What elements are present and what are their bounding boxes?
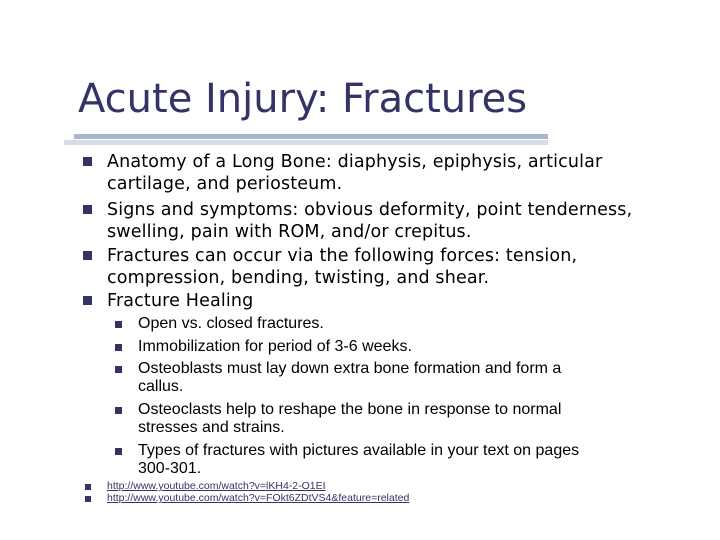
square-bullet-icon	[115, 321, 122, 328]
sub-bullet-text-line: Immobilization for period of 3-6 weeks.	[138, 338, 412, 355]
title-underline-shadow	[64, 140, 548, 145]
bullet-text-line: Signs and symptoms: obvious deformity, point tenderness,	[107, 200, 633, 220]
youtube-link[interactable]: http://www.youtube.com/watch?v=lKH4-2-O1EI	[107, 480, 326, 492]
sub-bullet-text-line: callus.	[138, 378, 184, 395]
bullet-text-line: compression, bending, twisting, and shear.	[107, 268, 490, 288]
bullet-text-line: cartilage, and periosteum.	[107, 174, 343, 194]
square-bullet-icon	[83, 251, 92, 260]
sub-bullet-text-line: Open vs. closed fractures.	[138, 315, 324, 332]
square-bullet-icon	[83, 205, 92, 214]
square-bullet-icon	[83, 157, 92, 166]
bullet-text-line: Fractures can occur via the following forces: tension,	[107, 246, 578, 266]
sub-bullet-text-line: Osteoclasts help to reshape the bone in response to normal	[138, 401, 562, 418]
youtube-link[interactable]: http://www.youtube.com/watch?v=FOkt6ZDtVS4&feature=related	[107, 492, 410, 504]
square-bullet-icon	[115, 448, 122, 455]
sub-bullet-text-line: Types of fractures with pictures available in your text on pages	[138, 442, 580, 459]
sub-bullet-text-line: Osteoblasts must lay down extra bone formation and form a	[138, 360, 562, 377]
square-bullet-icon	[115, 344, 122, 351]
bullet-text-line: Fracture Healing	[107, 291, 254, 311]
square-bullet-icon	[85, 496, 91, 502]
square-bullet-icon	[83, 296, 92, 305]
square-bullet-icon	[115, 407, 122, 414]
bullet-text-line: swelling, pain with ROM, and/or crepitus.	[107, 222, 472, 242]
slide-title: Acute Injury: Fractures	[78, 76, 528, 122]
bullet-text-line: Anatomy of a Long Bone: diaphysis, epiphysis, articular	[107, 152, 603, 172]
square-bullet-icon	[85, 484, 91, 490]
sub-bullet-text-line: 300-301.	[138, 460, 202, 477]
square-bullet-icon	[115, 366, 122, 373]
sub-bullet-text-line: stresses and strains.	[138, 419, 285, 436]
title-underline	[74, 134, 548, 139]
